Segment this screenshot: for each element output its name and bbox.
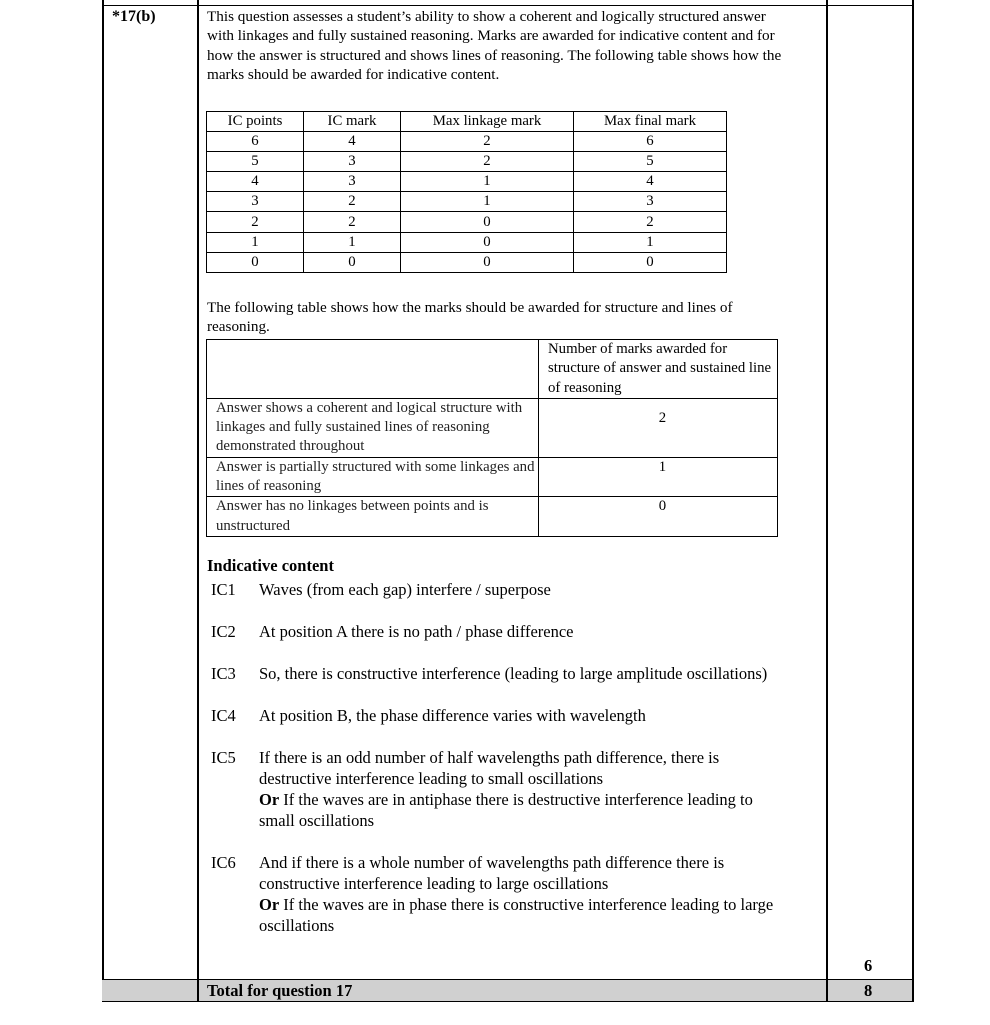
empty-header-cell xyxy=(207,340,539,399)
cell: 2 xyxy=(401,152,574,172)
structure-criterion: Answer shows a coherent and logical structure with linkages and fully sustained lines of reasoning demonstrated throughout xyxy=(207,398,539,457)
table-row xyxy=(207,132,727,152)
ic-alt-text: If the waves are in antiphase there is destructive interference leading to small oscillations xyxy=(259,790,753,830)
frame-right-border xyxy=(912,0,914,1002)
table-header-row xyxy=(207,112,727,132)
indicative-content-list xyxy=(211,579,781,936)
cell: 3 xyxy=(207,192,304,212)
ic-text: And if there is a whole number of wavelengths path difference there is constructive interference leading to large oscillations xyxy=(259,853,725,893)
header-ic-points: IC points xyxy=(207,112,304,132)
cell: 2 xyxy=(207,212,304,232)
table-row xyxy=(207,252,727,272)
cell: 4 xyxy=(304,132,401,152)
question-intro: This question assesses a student’s ability to show a coherent and logically structured answer with linkages and fully sustained reasoning. Marks are awarded for indicative content and for how the answer is structured and shows lines of reasoning. The following table shows how the marks should be awarded for indicative content. xyxy=(207,8,782,83)
cell: 4 xyxy=(574,172,727,192)
structure-marks: 0 xyxy=(539,497,778,537)
total-divider-question xyxy=(197,979,199,1002)
header-marks-awarded: Number of marks awarded for structure of answer and sustained line of reasoning xyxy=(539,340,778,399)
table-row xyxy=(207,172,727,192)
list-item xyxy=(211,747,781,831)
cell: 0 xyxy=(401,252,574,272)
table-row xyxy=(207,497,778,537)
part-mark: 6 xyxy=(864,956,873,975)
header-ic-mark: IC mark xyxy=(304,112,401,132)
mark-scheme-frame xyxy=(102,5,912,6)
header-max-final: Max final mark xyxy=(574,112,727,132)
cell: 0 xyxy=(574,252,727,272)
question-number: *17(b) xyxy=(112,8,156,25)
list-item xyxy=(211,621,781,642)
ic-marks-table xyxy=(206,111,727,273)
cell: 1 xyxy=(574,232,727,252)
list-item xyxy=(211,852,781,936)
cell: 0 xyxy=(207,252,304,272)
list-item xyxy=(211,579,781,600)
indicative-content-title: Indicative content xyxy=(207,556,334,575)
cell: 0 xyxy=(401,232,574,252)
ic-code: IC2 xyxy=(211,622,236,641)
structure-marks-table xyxy=(206,339,778,537)
table-row xyxy=(207,152,727,172)
cell: 6 xyxy=(574,132,727,152)
cell: 5 xyxy=(207,152,304,172)
cell: 2 xyxy=(401,132,574,152)
cell: 3 xyxy=(304,152,401,172)
ic-text: If there is an odd number of half wavelengths path difference, there is destructive interference leading to small oscillations xyxy=(259,748,720,788)
ic-text: So, there is constructive interference (leading to large amplitude oscillations) xyxy=(259,664,768,683)
cell: 4 xyxy=(207,172,304,192)
table-row xyxy=(207,398,778,457)
or-label: Or xyxy=(259,895,280,914)
table-row xyxy=(207,192,727,212)
ic-code: IC5 xyxy=(211,748,236,767)
structure-intro: The following table shows how the marks should be awarded for structure and lines of reasoning. xyxy=(207,299,733,336)
ic-alt-text: If the waves are in phase there is constructive interference leading to large oscillations xyxy=(259,895,774,935)
cell: 0 xyxy=(304,252,401,272)
cell: 1 xyxy=(207,232,304,252)
frame-left-border xyxy=(102,0,104,1002)
cell: 3 xyxy=(304,172,401,192)
cell: 1 xyxy=(401,192,574,212)
table-header-row xyxy=(207,340,778,399)
header-max-linkage: Max linkage mark xyxy=(401,112,574,132)
total-value: 8 xyxy=(864,981,873,1000)
structure-marks: 2 xyxy=(539,398,778,457)
cell: 1 xyxy=(401,172,574,192)
list-item xyxy=(211,663,781,684)
table-row xyxy=(207,457,778,497)
ic-text-block xyxy=(259,747,781,831)
cell: 2 xyxy=(574,212,727,232)
structure-criterion: Answer is partially structured with some linkages and lines of reasoning xyxy=(207,457,539,497)
structure-criterion: Answer has no linkages between points and is unstructured xyxy=(207,497,539,537)
frame-divider-question xyxy=(197,0,199,1002)
ic-code: IC6 xyxy=(211,853,236,872)
ic-text: At position B, the phase difference varies with wavelength xyxy=(259,706,646,725)
cell: 3 xyxy=(574,192,727,212)
cell: 0 xyxy=(401,212,574,232)
list-item xyxy=(211,705,781,726)
cell: 2 xyxy=(304,192,401,212)
cell: 6 xyxy=(207,132,304,152)
ic-text-block xyxy=(259,852,781,936)
frame-divider-marks xyxy=(826,0,828,1002)
ic-code: IC3 xyxy=(211,664,236,683)
ic-text: At position A there is no path / phase difference xyxy=(259,622,574,641)
table-row xyxy=(207,212,727,232)
ic-text: Waves (from each gap) interfere / superpose xyxy=(259,580,551,599)
total-divider-marks xyxy=(826,979,828,1002)
total-label: Total for question 17 xyxy=(207,981,353,1000)
table-row xyxy=(207,232,727,252)
or-label: Or xyxy=(259,790,280,809)
structure-marks: 1 xyxy=(539,457,778,497)
ic-code: IC1 xyxy=(211,580,236,599)
cell: 2 xyxy=(304,212,401,232)
cell: 1 xyxy=(304,232,401,252)
ic-code: IC4 xyxy=(211,706,236,725)
cell: 5 xyxy=(574,152,727,172)
